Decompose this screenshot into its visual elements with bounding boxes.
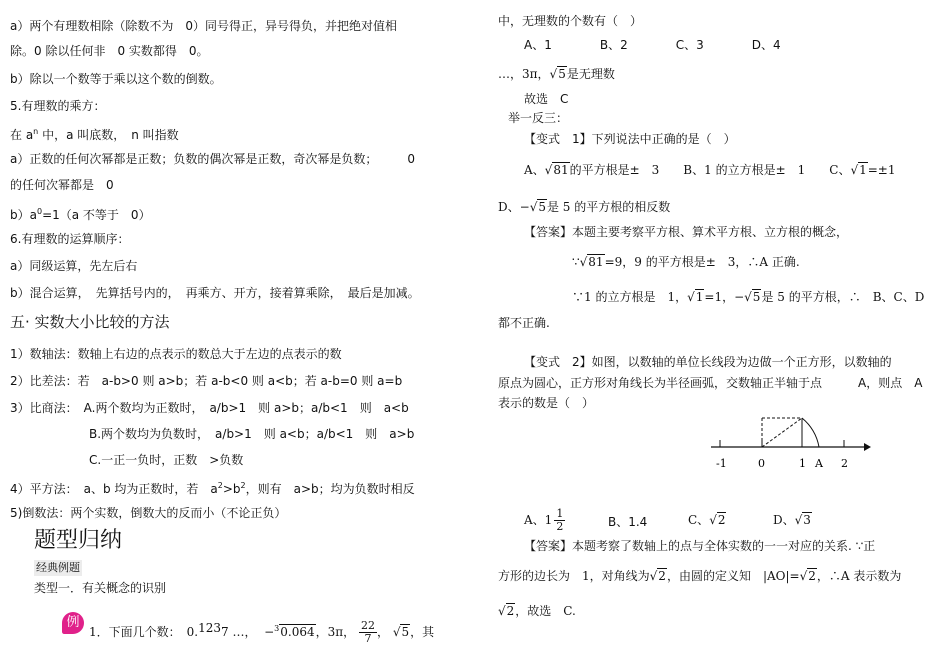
tick-label: -1 [716, 457, 727, 470]
subtitle: 经典例题 [36, 561, 80, 574]
page-title: 题型归纳 [34, 528, 123, 553]
text-line: 的任何次幂都是 0 [10, 178, 114, 192]
option-a: A、1 $\frac{1}{2}$ [524, 507, 564, 533]
cube-root: 0.064 [280, 625, 315, 639]
text-line: 类型一．有关概念的识别 [34, 581, 167, 595]
text-line: 都不正确. [498, 316, 550, 330]
text-line: 【变式 1】下列说法中正确的是（ ） [524, 132, 736, 146]
text-line: 举一反三： [508, 111, 569, 125]
question-line: 1．下面几个数： 0.1237 …， −$^3$0.064，3π， $\frac{22}{7}$ ， √5，其 [89, 619, 435, 645]
text-line: b）混合运算， 先算括号内的， 再乘方、开方，接着算乘除， 最后是加减。 [10, 286, 420, 300]
section-heading: 五· 实数大小比较的方法 [10, 313, 170, 331]
text-line: 【答案】本题考察了数轴上的点与全体实数的一一对应的关系. ∵正 [524, 539, 876, 553]
text-line: B.两个数均为负数时， a/b>1 则 a<b；a/b<1 则 a>b [89, 427, 415, 441]
options-line: A、1 B、2 C、3 D、4 [524, 38, 781, 52]
text-line: 5.有理数的乘方： [10, 99, 106, 113]
text-line: 表示的数是（ ） [498, 396, 595, 410]
text-line: 方形的边长为 1，对角线为√2，由圆的定义知 |AO|=√2，∴A 表示数为 [498, 569, 902, 583]
number-line-diagram [706, 410, 876, 474]
text-line: 5)倒数法：两个实数，倒数大的反而小（不论正负） [10, 506, 287, 520]
text-line: 4）平方法： a、b 均为正数时，若 $a^2>b^2$，则有 a>b；均为负数时相反 [10, 481, 415, 496]
text-line: 1）数轴法：数轴上右边的点表示的数总大于左边的点表示的数 [10, 347, 342, 361]
text-line: A、√81的平方根是± 3 B、1 的立方根是± 1 C、√1=±1 [524, 163, 896, 177]
text-line: 故选 C [524, 92, 569, 106]
text-line: 原点为圆心，正方形对角线长为半径画弧，交数轴正半轴于点 A，则点 A [498, 376, 923, 390]
text-line: a）正数的任何次幂都是正数；负数的偶次幂是正数，奇次幂是负数； 0 [10, 152, 415, 166]
text-line: D、−√5是 5 的平方根的相反数 [498, 200, 671, 214]
text-line: 2）比差法：若 a-b>0 则 a>b；若 a-b<0 则 a<b；若 a-b=0 则 a=b [10, 374, 403, 388]
text-line: b）除以一个数等于乘以这个数的倒数。 [10, 72, 222, 86]
tick-label: 1 [799, 457, 806, 470]
text-line: 中，无理数的个数有（ ） [498, 14, 643, 28]
text-line: 3）比商法： A.两个数均为正数时， a/b>1 则 a>b；a/b<1 则 a<b [10, 401, 409, 415]
text-line: 6.有理数的运算顺序： [10, 232, 130, 246]
text-line: 【变式 2】如图，以数轴的单位长线段为边做一个正方形，以数轴的 [524, 355, 892, 369]
text-line: 除。0 除以任何非 0 实数都得 0。 [10, 44, 209, 58]
option-c: C、√2 [688, 513, 726, 527]
text-line: 【答案】本题主要考察平方根、算术平方根、立方根的概念， [524, 225, 849, 239]
text-line: 在 $a^n$ 中，a 叫底数， n 叫指数 [10, 127, 179, 142]
text-line: ∵1 的立方根是 1，√1=1，−√5是 5 的平方根，∴ B、C、D [572, 290, 925, 304]
fraction: $\frac{22}{7}$ [360, 619, 375, 645]
text-line: …，3π，√5是无理数 [498, 67, 615, 81]
tick-label: 0 [758, 457, 765, 470]
text-line: a）同级运算，先左后右 [10, 259, 138, 273]
option-b: B、1.4 [608, 515, 648, 529]
text-line: $b)a^0=1(a$ 不等于 0） [10, 207, 151, 222]
example-badge: 例 [62, 612, 84, 634]
tick-label: 2 [841, 457, 848, 470]
text-line: ∵√81=9，9 的平方根是± 3，∴A 正确. [572, 255, 800, 269]
text-line: √2，故选 C. [498, 604, 576, 618]
text-line: a）两个有理数相除（除数不为 0）同号得正，异号得负，并把绝对值相 [10, 19, 397, 33]
option-d: D、√3 [773, 513, 811, 527]
text-line: C.一正一负时，正数 >负数 [89, 453, 244, 467]
tick-label: A [815, 457, 823, 470]
